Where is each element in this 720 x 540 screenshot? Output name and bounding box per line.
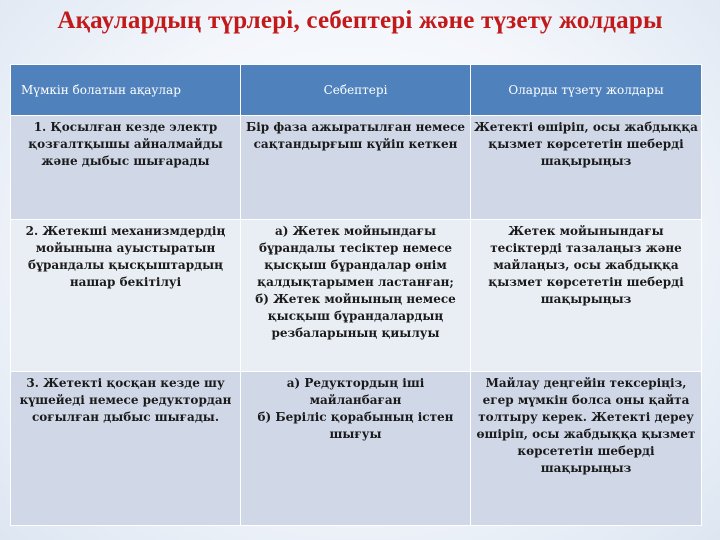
table-row [11,220,702,372]
cause-cell: Бір фаза ажыратылған немесе сақтандырғыш күйіп кеткен [241,116,471,220]
cause-item: а) Жетек мойнындағы бұрандалы тесіктер немесе қысқыш бұрандалар өнім қалдықтарымен ластанған; [257,224,454,289]
header-fixes: Оларды түзету жолдары [471,65,702,116]
table-row [11,116,702,220]
cause-cell [241,220,471,372]
fault-cell: 1. Қосылған кезде электр қозғалтқышы айналмайды және дыбыс шығарады [11,116,241,220]
header-causes: Себептері [241,65,471,116]
fault-cell: 2. Жетекші механизмдердің мойынына ауыстыратын бұрандалы қысқыштардың нашар бекітілуі [11,220,241,372]
fix-cell: Майлау деңгейін тексеріңіз, егер мүмкін болса оны қайта толтыру керек. Жетекті дереу өшіріп, осы жабдыққа қызмет көрсететін шеберді шақырыңыз [471,372,702,526]
fix-cell: Жетекті өшіріп, осы жабдыққа қызмет көрсететін шеберді шақырыңыз [471,116,702,220]
cause-item: а) Редуктордың іші майланбаған [286,376,425,407]
faults-table [10,64,702,526]
fault-cell: 3. Жетекті қосқан кезде шу күшейеді немесе редуктордан соғылған дыбыс шығады. [11,372,241,526]
cause-item: б) Жетек мойнының немесе қысқыш бұрандалардың резбаларының қиылуы [255,292,456,340]
table-header-row [11,65,702,116]
fix-cell: Жетек мойынындағы тесіктерді тазалаңыз және майлаңыз, осы жабдыққа қызмет көрсететін шеберді шақырыңыз [471,220,702,372]
table-row [11,372,702,526]
cause-item: б) Беріліс қорабының істен шығуы [257,410,454,441]
slide-title: Ақаулардың түрлері, себептері және түзету жолдары [57,7,663,34]
cause-cell [241,372,471,526]
header-faults: Мүмкін болатын ақаулар [11,65,241,116]
